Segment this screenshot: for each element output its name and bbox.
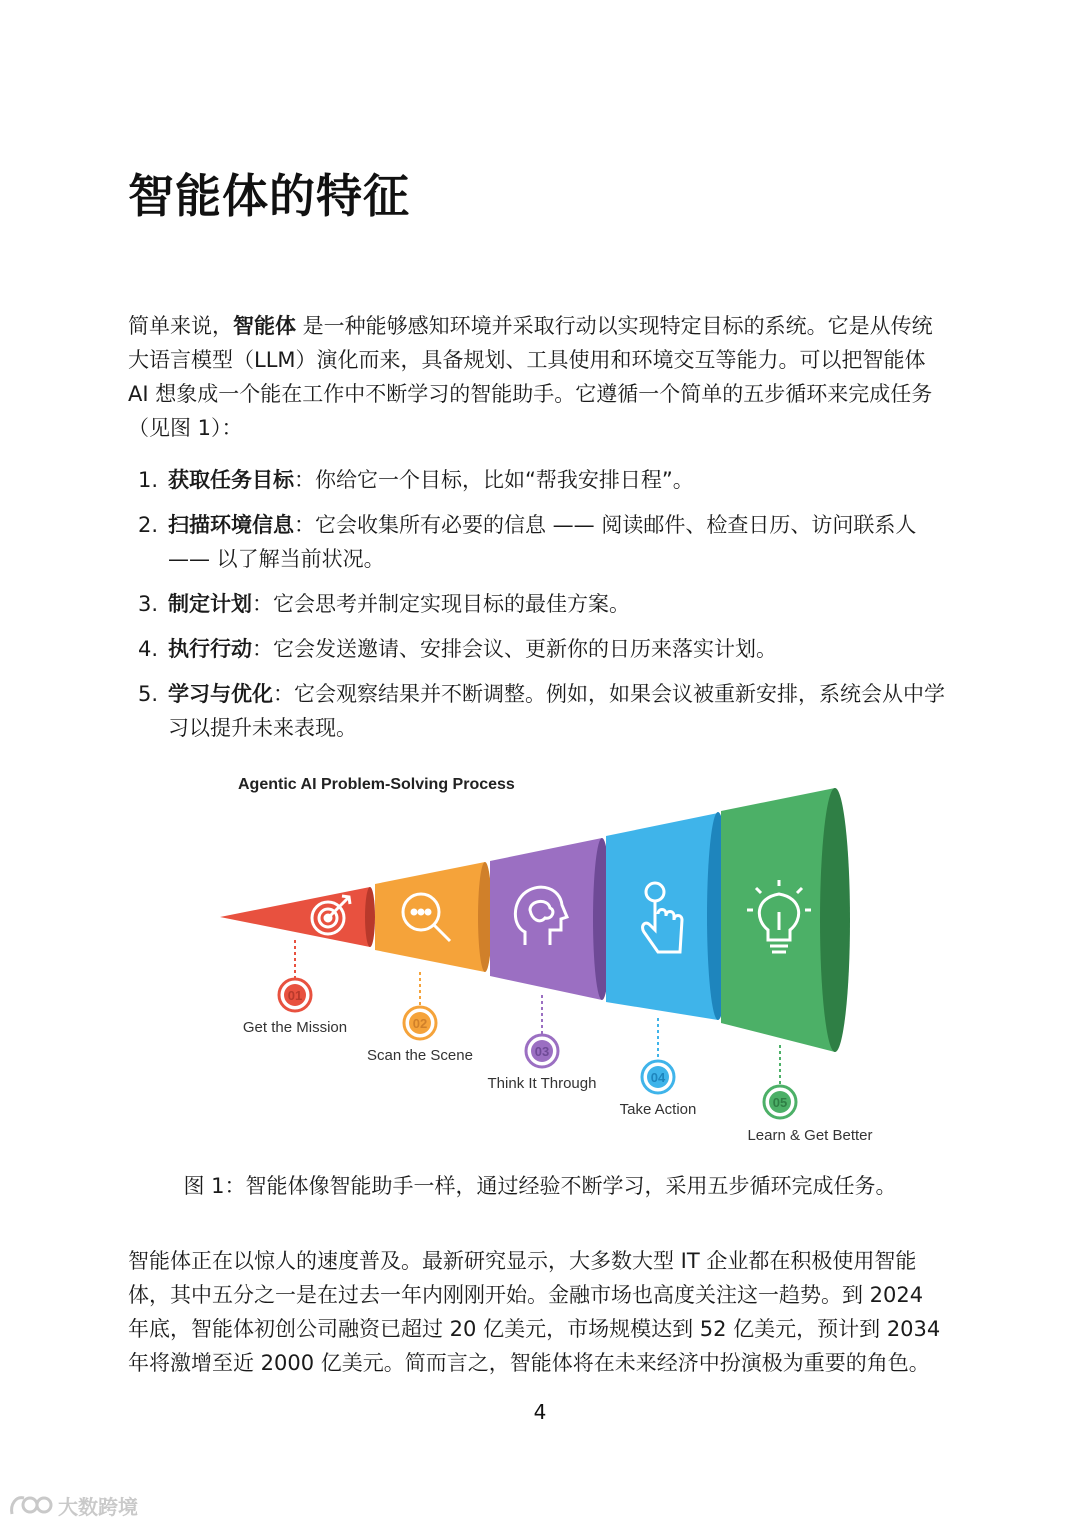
step-item: [138, 677, 950, 745]
intro-prefix: 简单来说，: [128, 314, 233, 338]
stage-number: 04: [650, 1070, 666, 1085]
funnel-diagram: [200, 760, 880, 1160]
step-number: 3.: [138, 592, 159, 616]
stage-segment-rim: [820, 788, 850, 1052]
step-item: [138, 632, 950, 666]
closing-paragraph: 智能体正在以惊人的速度普及。最新研究显示，大多数大型 IT 企业都在积极使用智能体，其中五分之一是在过去一年内刚刚开始。金融市场也高度关注这一趋势。到 2024 年底，智能体初创公司融资已超过 20 亿美元，市场规模达到 52 亿美元，预计到 2034 年将激增至近 2000 亿美元。简而言之，智能体将在未来经济中扮演极为重要的角色。: [128, 1249, 941, 1375]
stage-segment-face: [606, 813, 718, 1020]
step-number: 5.: [138, 682, 159, 706]
steps-list: [138, 463, 950, 756]
step-text: ：它会观察结果并不断调整。例如，如果会议被重新安排，系统会从中学习以提升未来表现。: [168, 682, 945, 740]
stage-number: 02: [412, 1016, 428, 1031]
step-text: ：你给它一个目标，比如“帮我安排日程”。: [294, 468, 694, 492]
stage-label: Learn & Get Better: [747, 1127, 873, 1144]
watermark: [8, 1490, 138, 1520]
stage-1-segment: [220, 887, 375, 947]
stage-segment-rim: [478, 862, 492, 972]
stage-label: Take Action: [619, 1101, 697, 1118]
step-number: 4.: [138, 637, 159, 661]
stage-3-segment: [490, 838, 611, 1000]
step-title: 扫描环境信息: [168, 513, 294, 537]
step-title: 获取任务目标: [168, 468, 294, 492]
step-title: 制定计划: [168, 592, 252, 616]
step-number: 1.: [138, 468, 159, 492]
step-text: ：它会收集所有必要的信息 —— 阅读邮件、检查日历、访问联系人 —— 以了解当前状况。: [168, 513, 917, 571]
watermark-logo-icon: [8, 1492, 54, 1518]
stage-label: Get the Mission: [242, 1019, 348, 1036]
step-item: [138, 587, 950, 621]
stage-5-segment: [721, 788, 850, 1052]
stage-2-segment: [375, 862, 492, 972]
stage-1-marker: [243, 940, 347, 1036]
step-title: 学习与优化: [168, 682, 273, 706]
step-title: 执行行动: [168, 637, 252, 661]
watermark-text: 大数跨境: [58, 1494, 138, 1519]
stage-segment-rim: [365, 887, 375, 947]
step-text: ：它会发送邀请、安排会议、更新你的日历来落实计划。: [252, 637, 777, 661]
intro-bold-term: 智能体: [233, 314, 296, 338]
process-figure: [200, 760, 880, 1160]
stage-2-marker: [367, 972, 473, 1064]
stage-5-marker: [747, 1045, 872, 1144]
figure-caption: 图 1：智能体像智能助手一样，通过经验不断学习，采用五步循环完成任务。: [183, 1174, 897, 1198]
stage-number: 05: [772, 1095, 788, 1110]
figure-title: Agentic AI Problem-Solving Process: [238, 776, 515, 793]
stage-number: 03: [534, 1044, 550, 1059]
step-item: [138, 508, 950, 576]
step-number: 2.: [138, 513, 159, 537]
stage-label: Think It Through: [487, 1075, 597, 1092]
stage-segment-face: [375, 862, 485, 972]
step-item: [138, 463, 950, 497]
stage-label: Scan the Scene: [367, 1047, 473, 1064]
page-title: 智能体的特征: [128, 169, 410, 223]
step-text: ：它会思考并制定实现目标的最佳方案。: [252, 592, 630, 616]
stage-3-marker: [488, 995, 597, 1092]
page-number: 4: [533, 1400, 547, 1424]
intro-paragraph: [128, 309, 950, 445]
stage-number: 01: [287, 988, 303, 1003]
stage-4-marker: [620, 1018, 697, 1118]
intro-text: 是一种能够感知环境并采取行动以实现特定目标的系统。它是从传统大语言模型（LLM）演化而来，具备规划、工具使用和环境交互等能力。可以把智能体 AI 想象成一个能在工作中不断学习的智能助手。它遵循一个简单的五步循环来完成任务（见图 1）：: [128, 314, 933, 440]
